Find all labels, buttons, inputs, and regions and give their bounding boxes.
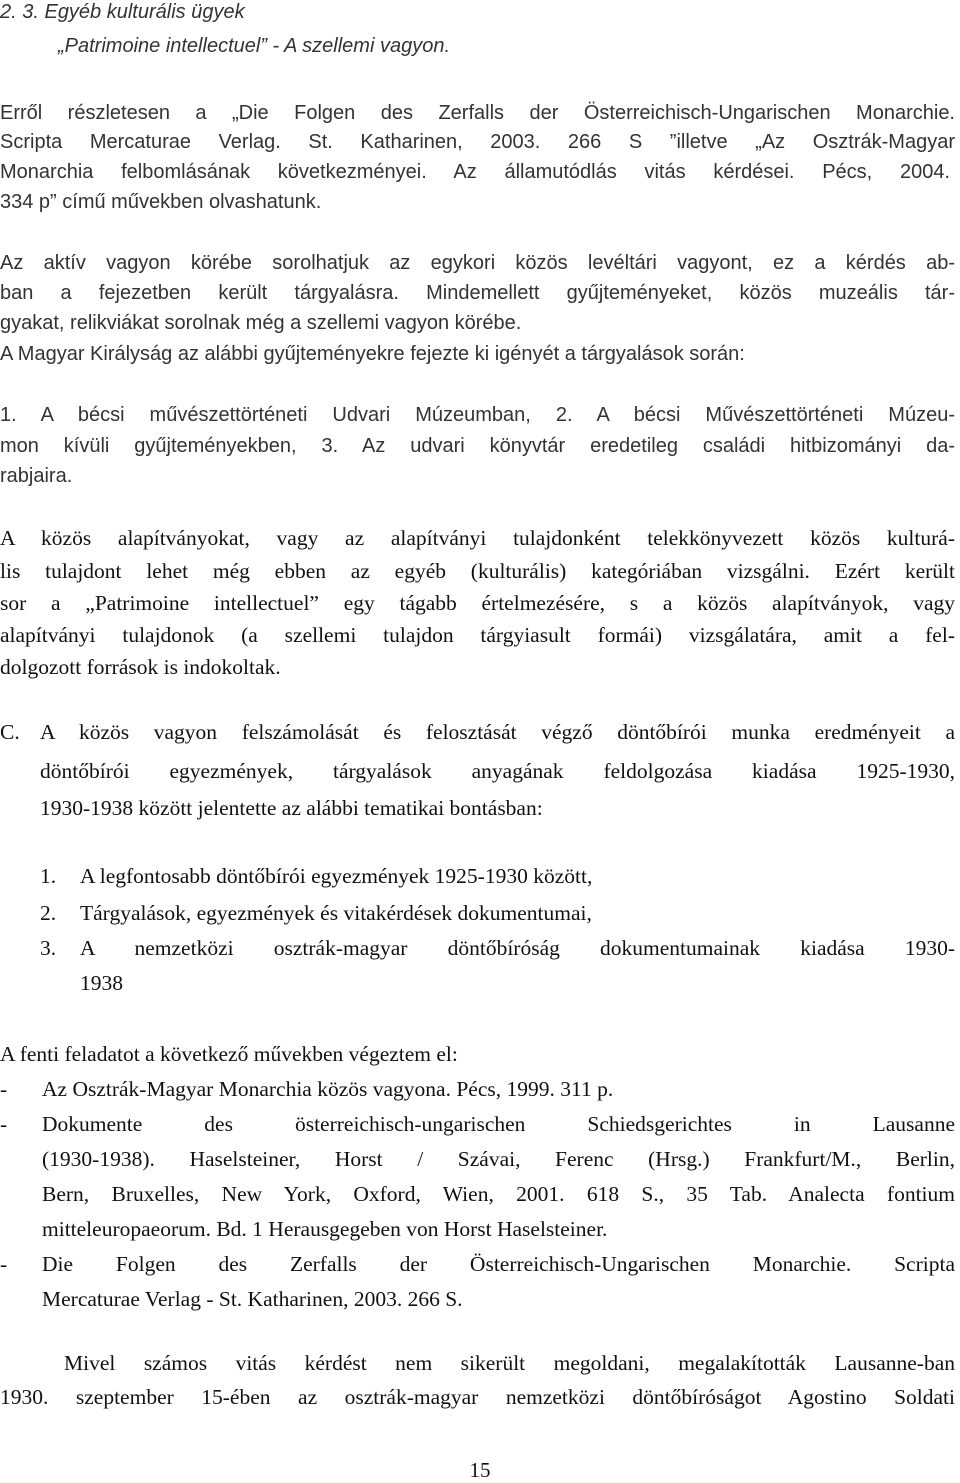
para2-line: ban a fejezetben került tárgyalásra. Mindemellett gyűjteményeket, közös muzeális tár- (0, 282, 955, 304)
para2-line: Az aktív vagyon körébe sorolhatjuk az egykori közös levéltári vagyont, ez a kérdés ab- (0, 252, 955, 274)
para4-line: dolgozott források is indokoltak. (0, 655, 281, 679)
para3-line: mon kívüli gyűjteményekben, 3. Az udvari könyvtár eredetileg családi hitbizományi da- (0, 435, 955, 457)
section-subtitle: „Patrimoine intellectuel” - A szellemi vagyon. (58, 35, 451, 57)
list-item: A legfontosabb döntőbírói egyezmények 1925-1930 között, (80, 864, 593, 888)
section-c-line: A közös vagyon felszámolását és felosztását végző döntőbírói munka eredményeit a (40, 720, 955, 744)
source-dash: - (0, 1252, 8, 1276)
source-dash: - (0, 1112, 8, 1136)
source-item-line: (1930-1938). Haselsteiner, Horst / Szávai, Ferenc (Hrsg.) Frankfurt/M., Berlin, (42, 1147, 955, 1171)
page-number: 15 (469, 1458, 491, 1482)
para1-line: 334 p” című művekben olvashatunk. (0, 191, 322, 213)
para3-line: 1. A bécsi művészettörténeti Udvari Múzeumban, 2. A bécsi Művészettörténeti Múzeu- (0, 404, 955, 426)
para4-line: A közös alapítványokat, vagy az alapítványi tulajdonként telekkönyvezett közös kulturá- (0, 526, 955, 550)
sources-intro: A fenti feladatot a következő művekben végeztem el: (0, 1042, 458, 1066)
para1-line: Monarchia felbomlásának következményei. Az államutódlás vitás kérdései. Pécs, 2004. (0, 161, 950, 183)
list-item-number: 1. (40, 864, 57, 888)
para3-line: rabjaira. (0, 465, 73, 487)
para1-line: Scripta Mercaturae Verlag. St. Katharinen, 2003. 266 S ”illetve „Az Osztrák-Magyar (0, 131, 955, 153)
section-c-line: döntőbírói egyezmények, tárgyalások anyagának feldolgozása kiadása 1925-1930, (40, 759, 955, 783)
source-item-line: Dokumente des österreichisch-ungarischen Schiedsgerichtes in Lausanne (42, 1112, 955, 1136)
para4-line: alapítványi tulajdonok (a szellemi tulajdon tárgyiasult formái) vizsgálatára, amit a fel- (0, 623, 955, 647)
list-item-number: 2. (40, 901, 57, 925)
para1-line: Erről részletesen a „Die Folgen des Zerfalls der Österreichisch-Ungarischen Monarchie. (0, 102, 955, 124)
section-c-line: 1930-1938 között jelentette az alábbi tematikai bontásban: (40, 796, 543, 820)
source-item-line: mitteleuropaeorum. Bd. 1 Herausgegeben von Horst Haselsteiner. (42, 1217, 608, 1241)
closing-line: 1930. szeptember 15-ében az osztrák-magyar nemzetközi döntőbíróságot Agostino Soldati (0, 1385, 955, 1409)
closing-line: Mivel számos vitás kérdést nem sikerült megoldani, megalakították Lausanne-ban (64, 1351, 955, 1375)
para2-line: A Magyar Királyság az alábbi gyűjteményekre fejezte ki igényét a tárgyalások során: (0, 343, 745, 365)
source-item-line: Mercaturae Verlag - St. Katharinen, 2003. 266 S. (42, 1287, 463, 1311)
source-dash: - (0, 1077, 8, 1101)
list-item-continuation: 1938 (80, 971, 123, 995)
section-c-marker: C. (0, 720, 20, 744)
section-heading: 2. 3. Egyéb kulturális ügyek (0, 1, 245, 23)
source-item-line: Bern, Bruxelles, New York, Oxford, Wien, 2001. 618 S., 35 Tab. Analecta fontium (42, 1182, 955, 1206)
para4-line: sor a „Patrimoine intellectuel” egy tágabb értelmezésére, s a közös alapítványok, vagy (0, 591, 955, 615)
para2-line: gyakat, relikviákat sorolnak még a szellemi vagyon körébe. (0, 312, 522, 334)
list-item: A nemzetközi osztrák-magyar döntőbíróság dokumentumainak kiadása 1930- (80, 936, 955, 960)
source-item-line: Az Osztrák-Magyar Monarchia közös vagyona. Pécs, 1999. 311 p. (42, 1077, 614, 1101)
para4-line: lis tulajdont lehet még ebben az egyéb (kulturális) kategóriában vizsgálni. Ezért került (0, 559, 955, 583)
list-item: Tárgyalások, egyezmények és vitakérdések dokumentumai, (80, 901, 592, 925)
list-item-number: 3. (40, 936, 57, 960)
source-item-line: Die Folgen des Zerfalls der Österreichisch-Ungarischen Monarchie. Scripta (42, 1252, 955, 1276)
